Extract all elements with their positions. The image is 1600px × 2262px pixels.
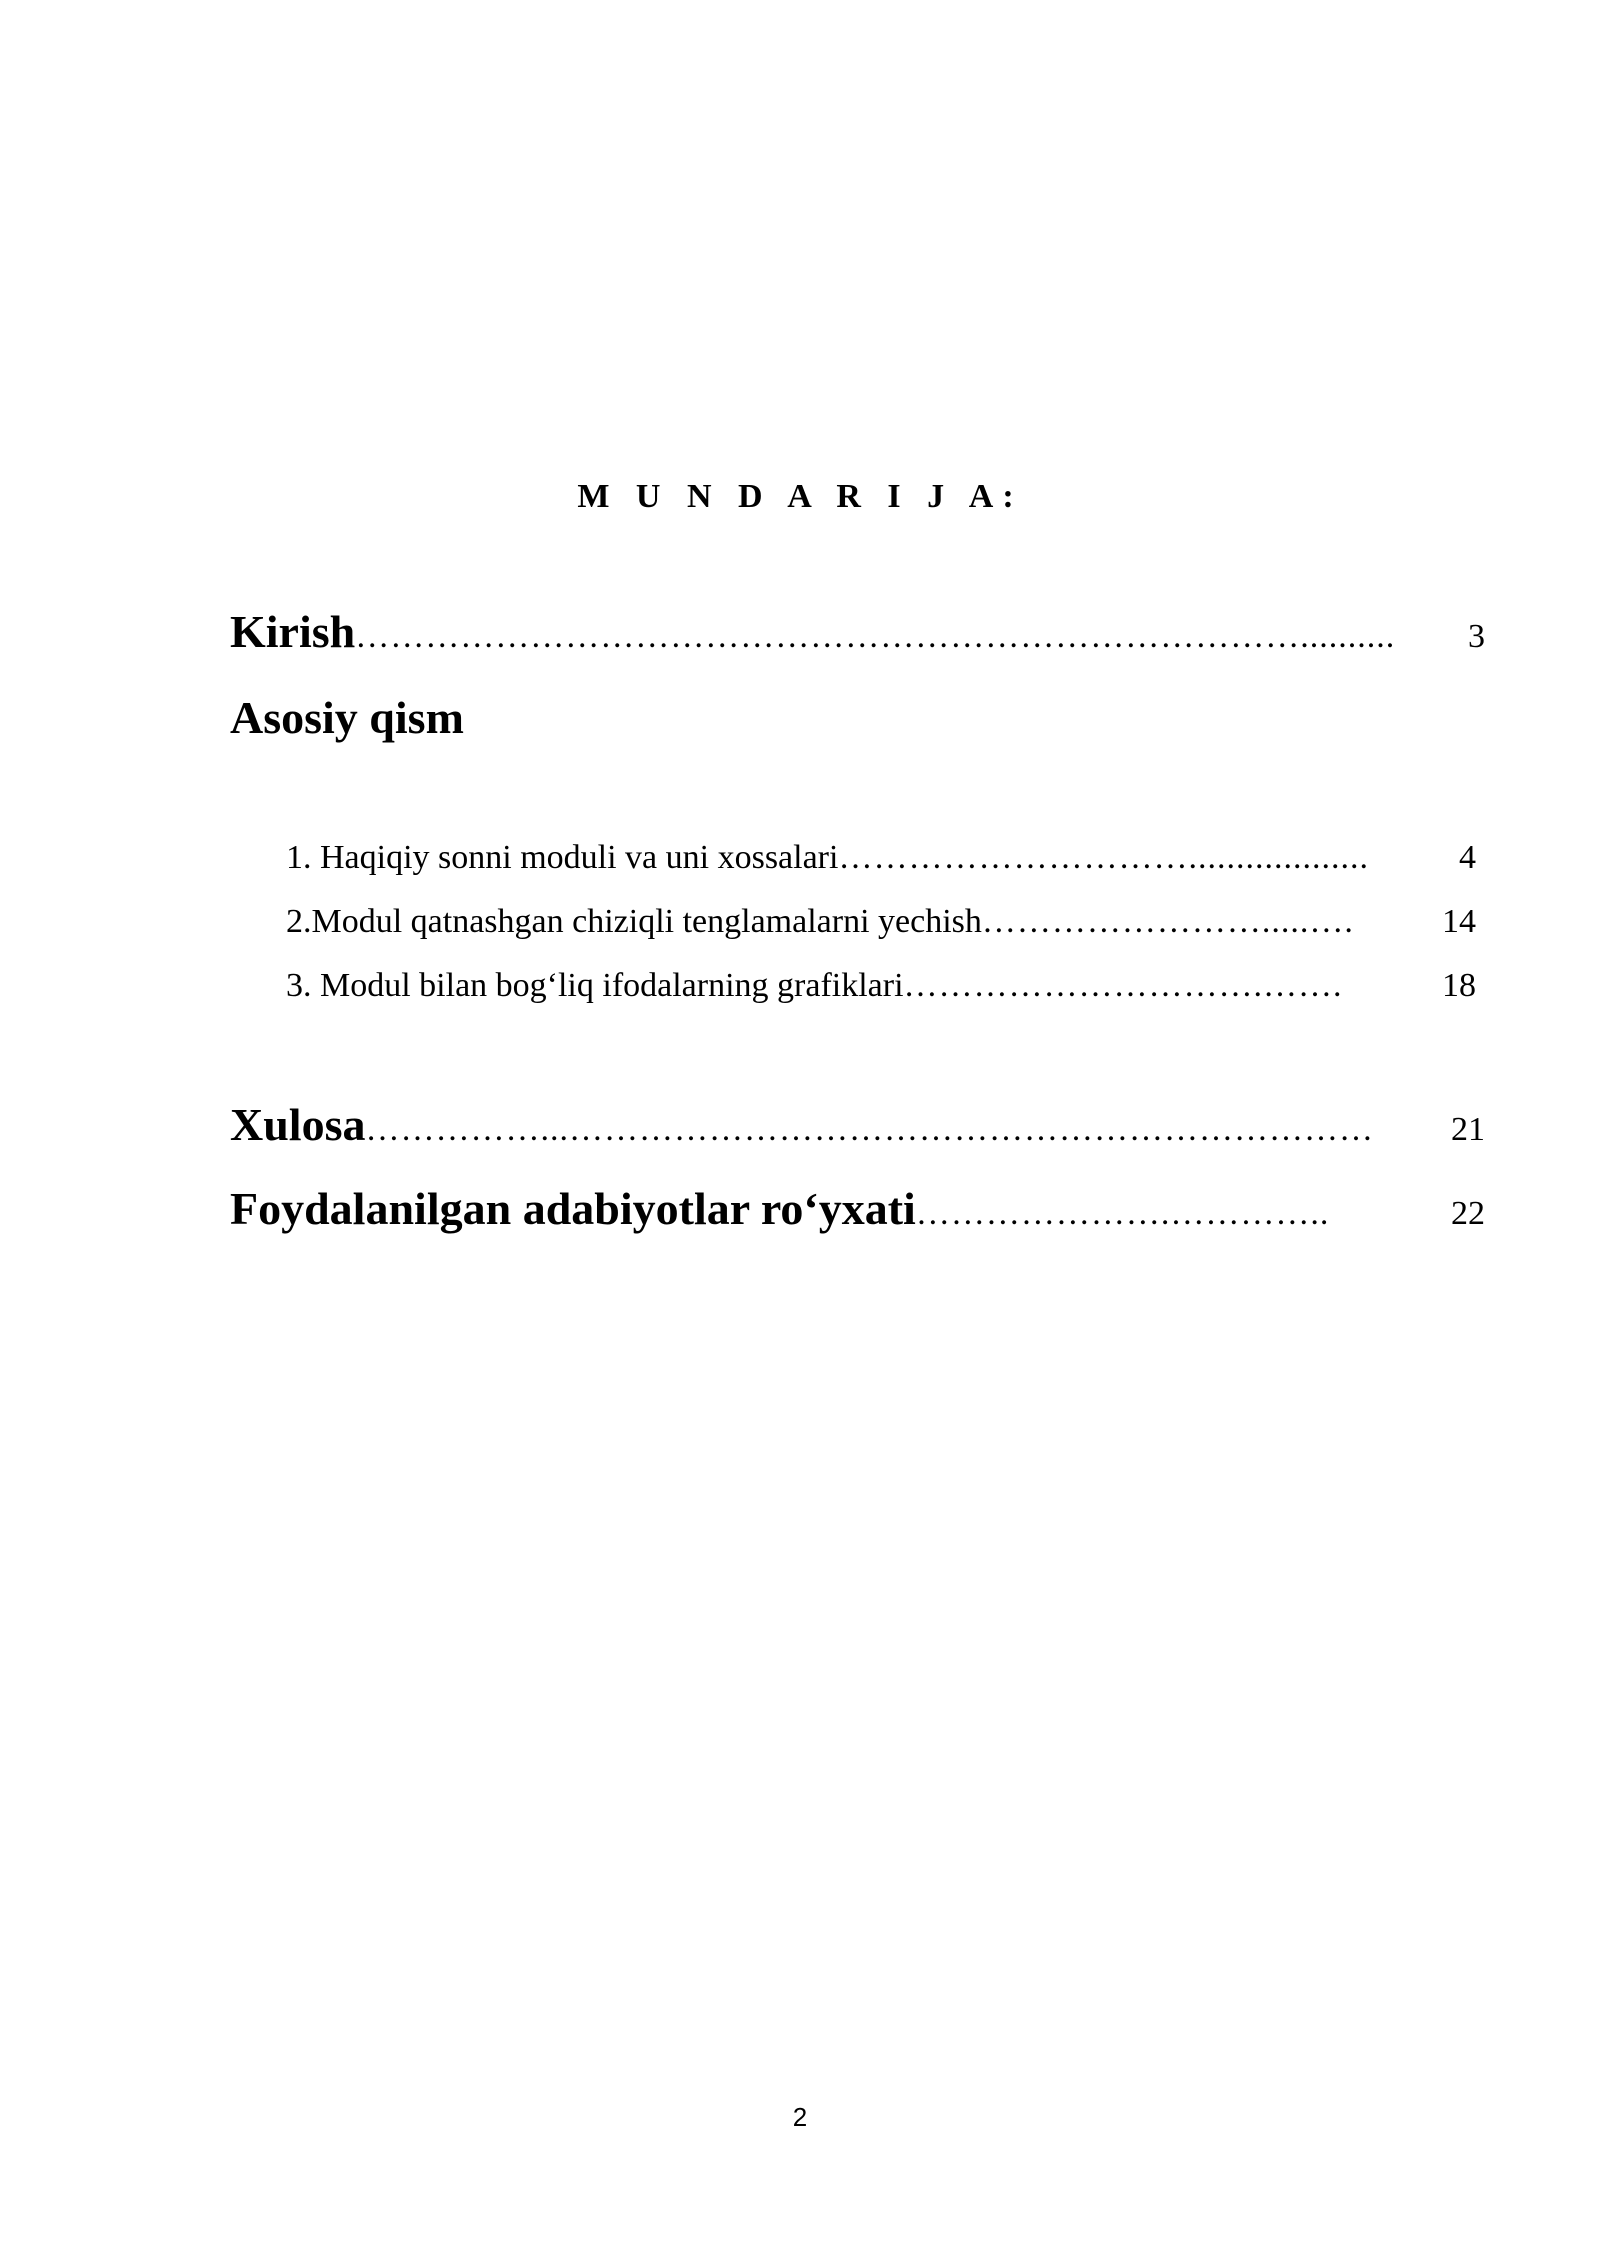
toc-entry-item-3[interactable] bbox=[286, 967, 1476, 1005]
toc-entry-label: 3. Modul bilan bog‘liq ifodalarning grafiklari bbox=[286, 967, 904, 1004]
toc-leader-dots: …………………….....…. bbox=[981, 903, 1354, 940]
toc-page-number: 3 bbox=[1468, 618, 1485, 655]
toc-leader-dots: ……………...…………………………………………………………… bbox=[365, 1111, 1374, 1148]
toc-page-number: 18 bbox=[1442, 967, 1476, 1004]
page-number: 2 bbox=[792, 2102, 808, 2132]
toc-entry-xulosa[interactable] bbox=[230, 1098, 1485, 1151]
toc-page-number: 14 bbox=[1442, 903, 1476, 940]
toc-leader-dots: ………………………….……. bbox=[903, 967, 1343, 1004]
toc-entry-label: Kirish bbox=[230, 606, 356, 657]
toc-entry-label: 1. Haqiqiy sonni moduli va uni xossalari bbox=[286, 839, 839, 876]
toc-page-number: 21 bbox=[1451, 1111, 1485, 1148]
toc-entry-adabiyotlar[interactable] bbox=[230, 1182, 1485, 1235]
toc-page-number: 22 bbox=[1451, 1195, 1485, 1232]
page-title: M U N D A R I J A: bbox=[577, 478, 1023, 515]
toc-page-number: 4 bbox=[1459, 839, 1476, 876]
section-heading-asosiy-qism: Asosiy qism bbox=[230, 692, 464, 743]
toc-entry-item-1[interactable] bbox=[286, 839, 1476, 877]
toc-entry-label: Xulosa bbox=[230, 1099, 366, 1150]
toc-entry-label: 2.Modul qatnashgan chiziqli tenglamalarni yechish bbox=[286, 903, 982, 940]
toc-entry-item-2[interactable] bbox=[286, 903, 1476, 941]
toc-leader-dots: ………………….………….. bbox=[915, 1195, 1330, 1232]
toc-leader-dots: …………………………................... bbox=[838, 839, 1369, 876]
toc-entry-kirish[interactable] bbox=[230, 605, 1485, 658]
toc-entry-label: Foydalanilgan adabiyotlar ro‘yxati bbox=[230, 1183, 916, 1234]
toc-leader-dots: ……………………………………………………………………….......... bbox=[355, 618, 1396, 655]
